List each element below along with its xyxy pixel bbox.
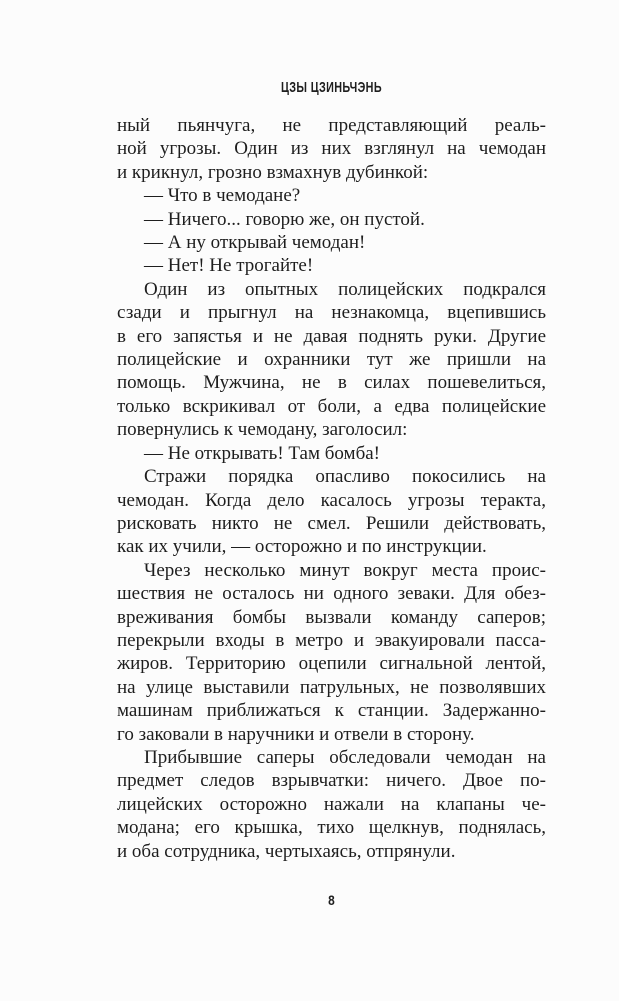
text-line: и оба сотрудника, чертыхаясь, отпрянули. [117,840,456,862]
text-line: только вскрикивал от боли, а едва полицейские [117,395,546,417]
text-line: полицейские и охранники тут же пришли на [117,349,546,371]
text-line: помощь. Мужчина, не в силах пошевелиться, [117,372,546,394]
text-line: — Что в чемодане? [144,185,301,207]
text-line: Через несколько минут вокруг места проис- [144,559,546,581]
text-line: перекрыли входы в метро и эвакуировали пасса- [117,629,546,651]
text-line: Один из опытных полицейских подкрался [144,278,546,300]
text-line: — Ничего... говорю же, он пустой. [144,208,425,230]
text-line: модана; его крышка, тихо щелкнув, поднялась, [117,817,546,839]
text-line: предмет следов взрывчатки: ничего. Двое по- [117,770,546,792]
text-line: вреживания бомбы вызвали команду саперов; [117,606,546,628]
text-line: жиров. Территорию оцепили сигнальной лентой, [117,653,546,675]
text-line: — Не открывать! Там бомба! [144,442,381,464]
text-line: рисковать никто не смел. Решили действовать, [117,512,546,534]
text-line: в его запястья и не давая поднять руки. Другие [117,325,546,347]
text-line: ный пьянчуга, не представляющий реаль- [117,115,546,136]
text-line: машинам приближаться к станции. Задержанно- [117,700,546,722]
text-line: повернулись к чемодану, заголосил: [117,419,408,441]
text-line: — Нет! Не трогайте! [144,255,314,277]
text-line: лицейских осторожно нажали на клапаны че- [117,793,546,815]
text-line: сзади и прыгнул на незнакомца, вцепившись [117,302,546,324]
text-line: Прибывшие саперы обследовали чемодан на [144,746,546,768]
text-line: и крикнул, грозно взмахнув дубинкой: [117,161,429,183]
text-line: Стражи порядка опасливо покосились на [144,466,546,488]
text-line: — А ну открывай чемодан! [144,232,366,254]
text-line: как их учили, — осторожно и по инструкции. [117,536,487,558]
text-line: ной угрозы. Один из них взглянул на чемодан [117,138,546,160]
body-text [117,114,546,863]
text-line: го заковали в наручники и отвели в сторону. [117,723,475,745]
text-line: шествия не осталось ни одного зеваки. Для обез- [117,583,546,605]
text-line: чемодан. Когда дело касалось угрозы теракта, [117,489,546,511]
running-header-author: ЦЗЫ ЦЗИНЬЧЭНЬ [281,79,382,96]
page-number: 8 [328,892,335,908]
text-line: на улице выставили патрульных, не позволявших [117,676,546,698]
